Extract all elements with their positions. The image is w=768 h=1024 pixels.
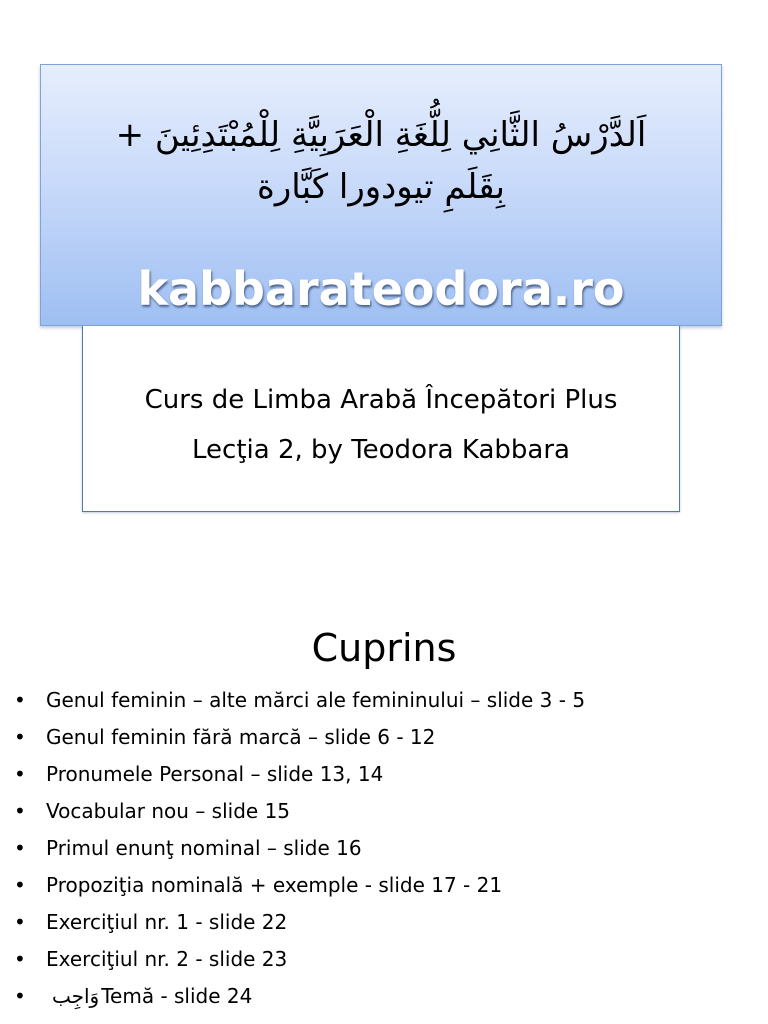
toc-item-text: Exerciţiul nr. 1 - slide 22 <box>46 910 288 934</box>
bullet-icon: • <box>14 725 26 749</box>
bullet-icon: • <box>14 836 26 860</box>
arabic-title-line-2: بِقَلَمِ تيودورا كَبَّارة <box>257 167 505 207</box>
title-banner <box>40 64 722 326</box>
site-url: kabbarateodora.ro <box>137 262 625 316</box>
toc-item <box>0 867 768 904</box>
toc-heading: Cuprins <box>311 626 457 670</box>
bullet-icon: • <box>14 947 26 971</box>
toc-item-label: Temă - slide 24 <box>101 984 253 1008</box>
toc-item-text: Genul feminin fără marcă – slide 6 - 12 <box>46 725 436 749</box>
bullet-icon: • <box>14 688 26 712</box>
subtitle-line-1: Curs de Limba Arabă Începători Plus <box>144 385 618 415</box>
bullet-icon: • <box>14 984 26 1008</box>
toc-item <box>0 719 768 756</box>
toc-list <box>0 682 768 1015</box>
toc-item-text: Exerciţiul nr. 2 - slide 23 <box>46 947 288 971</box>
toc-item-arabic-word: وَاجِب <box>52 984 100 1008</box>
subtitle-box <box>82 326 680 512</box>
toc-item-text: Propoziţia nominală + exemple - slide 17 - 21 <box>46 873 503 897</box>
toc-item-text: Pronumele Personal – slide 13, 14 <box>46 762 384 786</box>
toc-item <box>0 830 768 867</box>
bullet-icon: • <box>14 873 26 897</box>
bullet-icon: • <box>14 910 26 934</box>
bullet-icon: • <box>14 762 26 786</box>
toc-item <box>0 793 768 830</box>
arabic-title <box>61 109 701 213</box>
toc-item-text: Primul enunţ nominal – slide 16 <box>46 836 362 860</box>
toc-item <box>0 978 768 1015</box>
toc-item-text: Genul feminin – alte mărci ale femininului – slide 3 - 5 <box>46 688 586 712</box>
bullet-icon: • <box>14 799 26 823</box>
toc-item <box>0 941 768 978</box>
subtitle-line-2: Lecţia 2, by Teodora Kabbara <box>192 435 570 465</box>
toc-item-text <box>46 978 252 1015</box>
toc-item <box>0 904 768 941</box>
toc-item-text: Vocabular nou – slide 15 <box>46 799 291 823</box>
toc-item <box>0 756 768 793</box>
arabic-title-line-1: اَلدَّرْسُ الثَّانِي لِلُّغَةِ الْعَرَبِيَّةِ لِلْمُبْتَدِئِينَ + <box>115 115 647 155</box>
toc-item <box>0 682 768 719</box>
